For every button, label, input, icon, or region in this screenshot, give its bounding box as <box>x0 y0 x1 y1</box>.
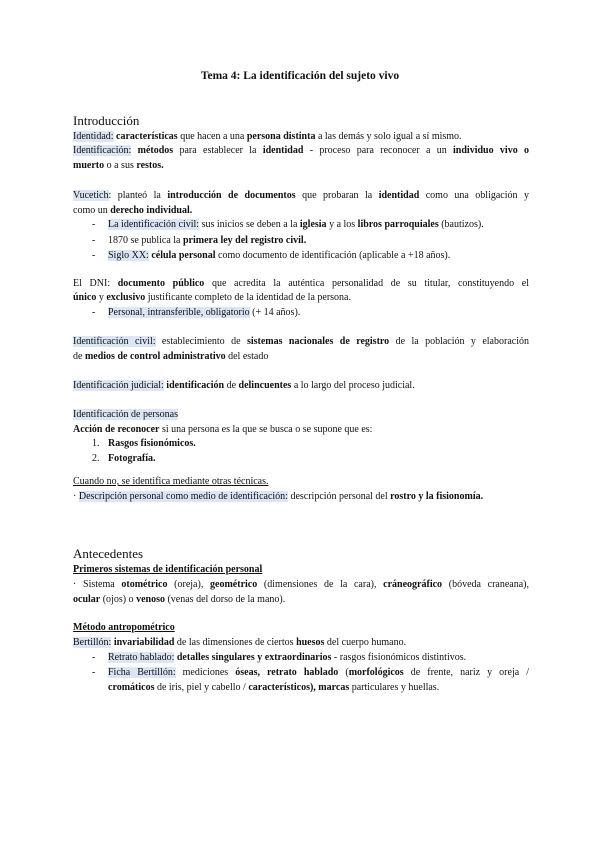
list-item-dni: - Personal, intransferible, obligatorio (+ 14 años). <box>92 307 301 318</box>
accion-reconocer-line: Acción de reconocer si una persona es la que se busca o se supone que es: <box>73 424 373 435</box>
sistemas-line: · Sistema otométrico (oreja), geométrico (dimensiones de la cara), cráneográfico (bóveda craneana), <box>73 579 529 590</box>
vucetich-line: Vucetich: planteó la introducción de documentos que probaran la identidad como una obligación y <box>73 190 529 201</box>
metodo-antropometrico-subheading: Método antropométrico <box>73 622 175 633</box>
primeros-sistemas-subheading: Primeros sistemas de identificación personal <box>73 564 263 575</box>
list-item-retrato-hablado: - Retrato hablado: detalles singulares y extraordinarios - rasgos fisionómicos distintivos. <box>92 652 467 663</box>
identificacion-label: Identificación: <box>73 145 132 156</box>
list-item-ficha-bertillon: - Ficha Bertillón: mediciones óseas, retrato hablado (morfológicos de frente, nariz y oreja / <box>92 667 529 678</box>
identificacion-civil-line: Identificación civil: establecimiento de sistemas nacionales de registro de la población y elaboración <box>73 336 529 347</box>
antecedentes-heading: Antecedentes <box>73 546 144 561</box>
dni-line-2: único y exclusivo justificante completo de la identidad de la persona. <box>73 292 351 303</box>
document-title: Tema 4: La identificación del sujeto vivo <box>200 70 400 82</box>
identificacion-personas-heading: Identificación de personas <box>73 409 178 420</box>
list-item-1870: - 1870 se publica la primera ley del registro civil. <box>92 235 307 246</box>
list-item-ficha-bertillon-line-2: cromáticos de iris, piel y cabello / característicos), marcas particulares y huellas. <box>108 682 440 693</box>
sistemas-line-2: ocular (ojos) o venoso (venas del dorso de la mano). <box>73 594 286 605</box>
cuando-no-line: Cuando no, se identifica mediante otras técnicas. <box>73 476 269 487</box>
list-item-identificacion-civil: - La identificación civil: sus inicios se deben a la iglesia y a los libros parroquiales (bautizos). <box>92 219 484 230</box>
identidad-label: Identidad: <box>73 131 114 142</box>
identificacion-line: Identificación: métodos para establecer la identidad - proceso para reconocer a un individuo vivo o <box>73 145 530 156</box>
intro-heading: Introducción <box>73 113 140 128</box>
vucetich-line-2: como un derecho individual. <box>73 205 193 216</box>
bertillon-line: Bertillón: invariabilidad de las dimensiones de ciertos huesos del cuerpo humano. <box>73 637 407 648</box>
numbered-item-fotografia: 2. Fotografía. <box>92 453 156 464</box>
identificacion-civil-line-2: de medios de control administrativo del estado <box>73 351 269 362</box>
identificacion-line-2: muerto o a sus restos. <box>73 160 164 171</box>
list-item-siglo-xx: - Siglo XX: célula personal como documento de identificación (aplicable a +18 años). <box>92 250 451 261</box>
vucetich-label: Vucetich <box>73 190 109 201</box>
descripcion-personal-line: · Descripción personal como medio de identificación: descripción personal del rostro y la fisionomía. <box>73 491 484 502</box>
identificacion-judicial-line: Identificación judicial: identificación de delincuentes a lo largo del proceso judicial. <box>73 380 415 391</box>
numbered-item-rasgos: 1. Rasgos fisionómicos. <box>92 438 196 449</box>
identidad-line: Identidad: características que hacen a una persona distinta a las demás y solo igual a sí mismo. <box>73 131 462 142</box>
dni-line: El DNI: documento público que acredita la auténtica personalidad de su titular, constituyendo el <box>73 278 529 289</box>
